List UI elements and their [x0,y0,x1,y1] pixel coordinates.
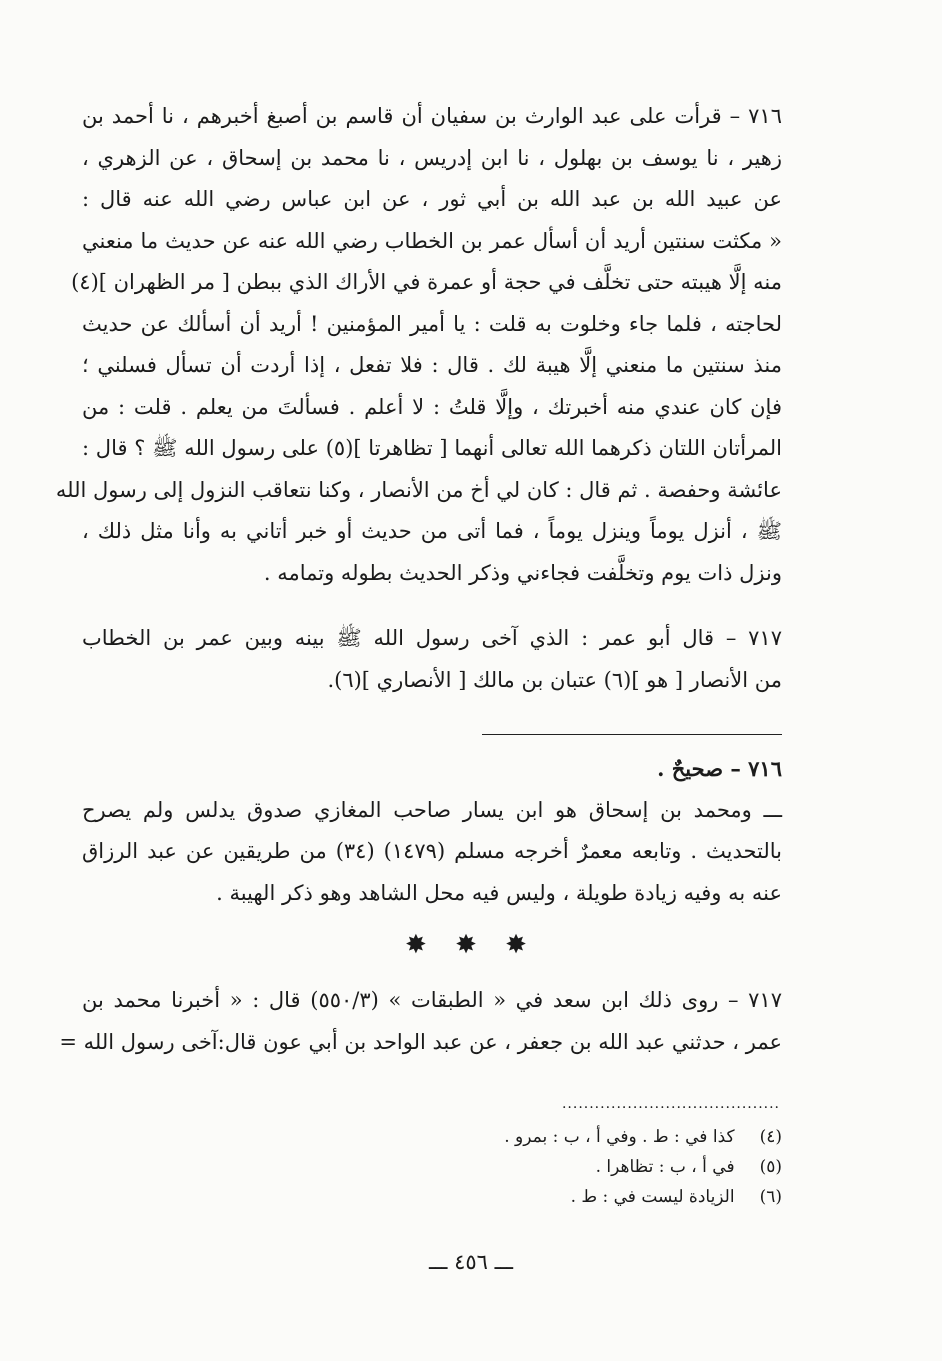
text-line: منذ سنتين ما منعني إلَّا هيبة لك . قال : فلا تفعل ، إذا أردت أن تسأل فسلني ؛ [82,353,782,377]
text-line: ﷺ ، أنزل يوماً وينزل يوماً ، فما أتى من حديث أو خبر أتاني به وأنا مثل ذلك ، [82,519,782,543]
footnote [300,1152,782,1182]
footnote-text: في أ ، ب : تظاهرا . [595,1157,735,1177]
page-number: ـــ ٤٥٦ ـــ [428,1250,514,1274]
commentary-716 [82,748,782,914]
text-line: فإن كان عندي منه أخبرتك ، وإلَّا قلتُ : لا أعلم . فسألتَ من يعلم . قلت : من [82,394,782,419]
commentary-717 [59,980,782,1063]
text-line: ونزل ذات يوم وتخلَّفت فجاءني وذكر الحديث بطوله وتمامه . [263,560,782,585]
commentary-heading: ٧١٦ – صحيحٌ . [657,756,782,781]
text-line: عائشة وحفصة . ثم قال : كان لي أخ من الأنصار ، وكنا نتعاقب النزول إلى رسول الله [55,477,782,502]
hadith-716 [55,96,782,594]
text-line: من الأنصار [ هو ](٦) عتبان بن مالك [ الأنصاري ](٦). [327,667,782,692]
hadith-717 [82,618,782,701]
footnote-number: (٦) [759,1187,782,1207]
text-line: ٧١٧ – روى ذلك ابن سعد في « الطبقات » (٥٥٠/٣) قال : « أخبرنا محمد بن [82,988,782,1012]
text-line: عن عبيد الله بن عبد الله بن أبي ثور ، عن ابن عباس رضي الله عنه قال : [82,187,782,211]
footnote-number: (٥) [759,1157,782,1177]
text-line: بالتحديث . وتابعه معمرٌ أخرجه مسلم (١٤٧٩) (٣٤) من طريقين عن عبد الرزاق [82,839,783,863]
text-line: عنه به وفيه زيادة طويلة ، وليس فيه محل الشاهد وهو ذكر الهيبة . [216,880,782,905]
footnote-text: الزيادة ليست في : ط . [570,1187,735,1207]
text-line: منه إلَّا هيبته حتى تخلَّف في حجة أو عمرة في الأراك الذي ببطن [ مر الظهران ](٤) [71,270,782,294]
text-line: ٧١٧ – قال أبو عمر : الذي آخى رسول الله ﷺ بينه وبين عمر بن الخطاب [82,626,782,650]
footnote [300,1182,782,1212]
section-divider [482,734,782,735]
footnote-rule: ........................................ [561,1096,780,1112]
text-line: « مكثت سنتين أريد أن أسأل عمر بن الخطاب رضي الله عنه عن حديث ما منعني [82,228,782,253]
text-line: المرأتان اللتان ذكرهما الله تعالى أنهما [ تظاهرتا ](٥) على رسول الله ﷺ ؟ قال : [82,436,782,460]
footnote [300,1122,782,1152]
footnote-number: (٤) [759,1127,782,1147]
footnote-text: كذا في : ط . وفي أ ، ب : بمرو . [504,1127,735,1147]
star-separator: ✸ ✸ ✸ [405,930,537,960]
text-line: ٧١٦ – قرأت على عبد الوارث بن سفيان أن قاسم بن أصبغ أخبرهم ، نا أحمد بن [82,104,782,128]
text-line: عمر ، حدثني عبد الله بن جعفر ، عن عبد الواحد بن أبي عون قال:آخى رسول الله = [59,1029,782,1054]
text-line: لحاجته ، فلما جاء وخلوت به قلت : يا أمير المؤمنين ! أريد أن أسألك عن حديث [82,311,782,336]
text-line: زهير ، نا يوسف بن بهلول ، نا ابن إدريس ، نا محمد بن إسحاق ، عن الزهري ، [82,145,782,170]
text-line: ـــ ومحمد بن إسحاق هو ابن يسار صاحب المغازي صدوق يدلس ولم يصرح [82,797,782,822]
